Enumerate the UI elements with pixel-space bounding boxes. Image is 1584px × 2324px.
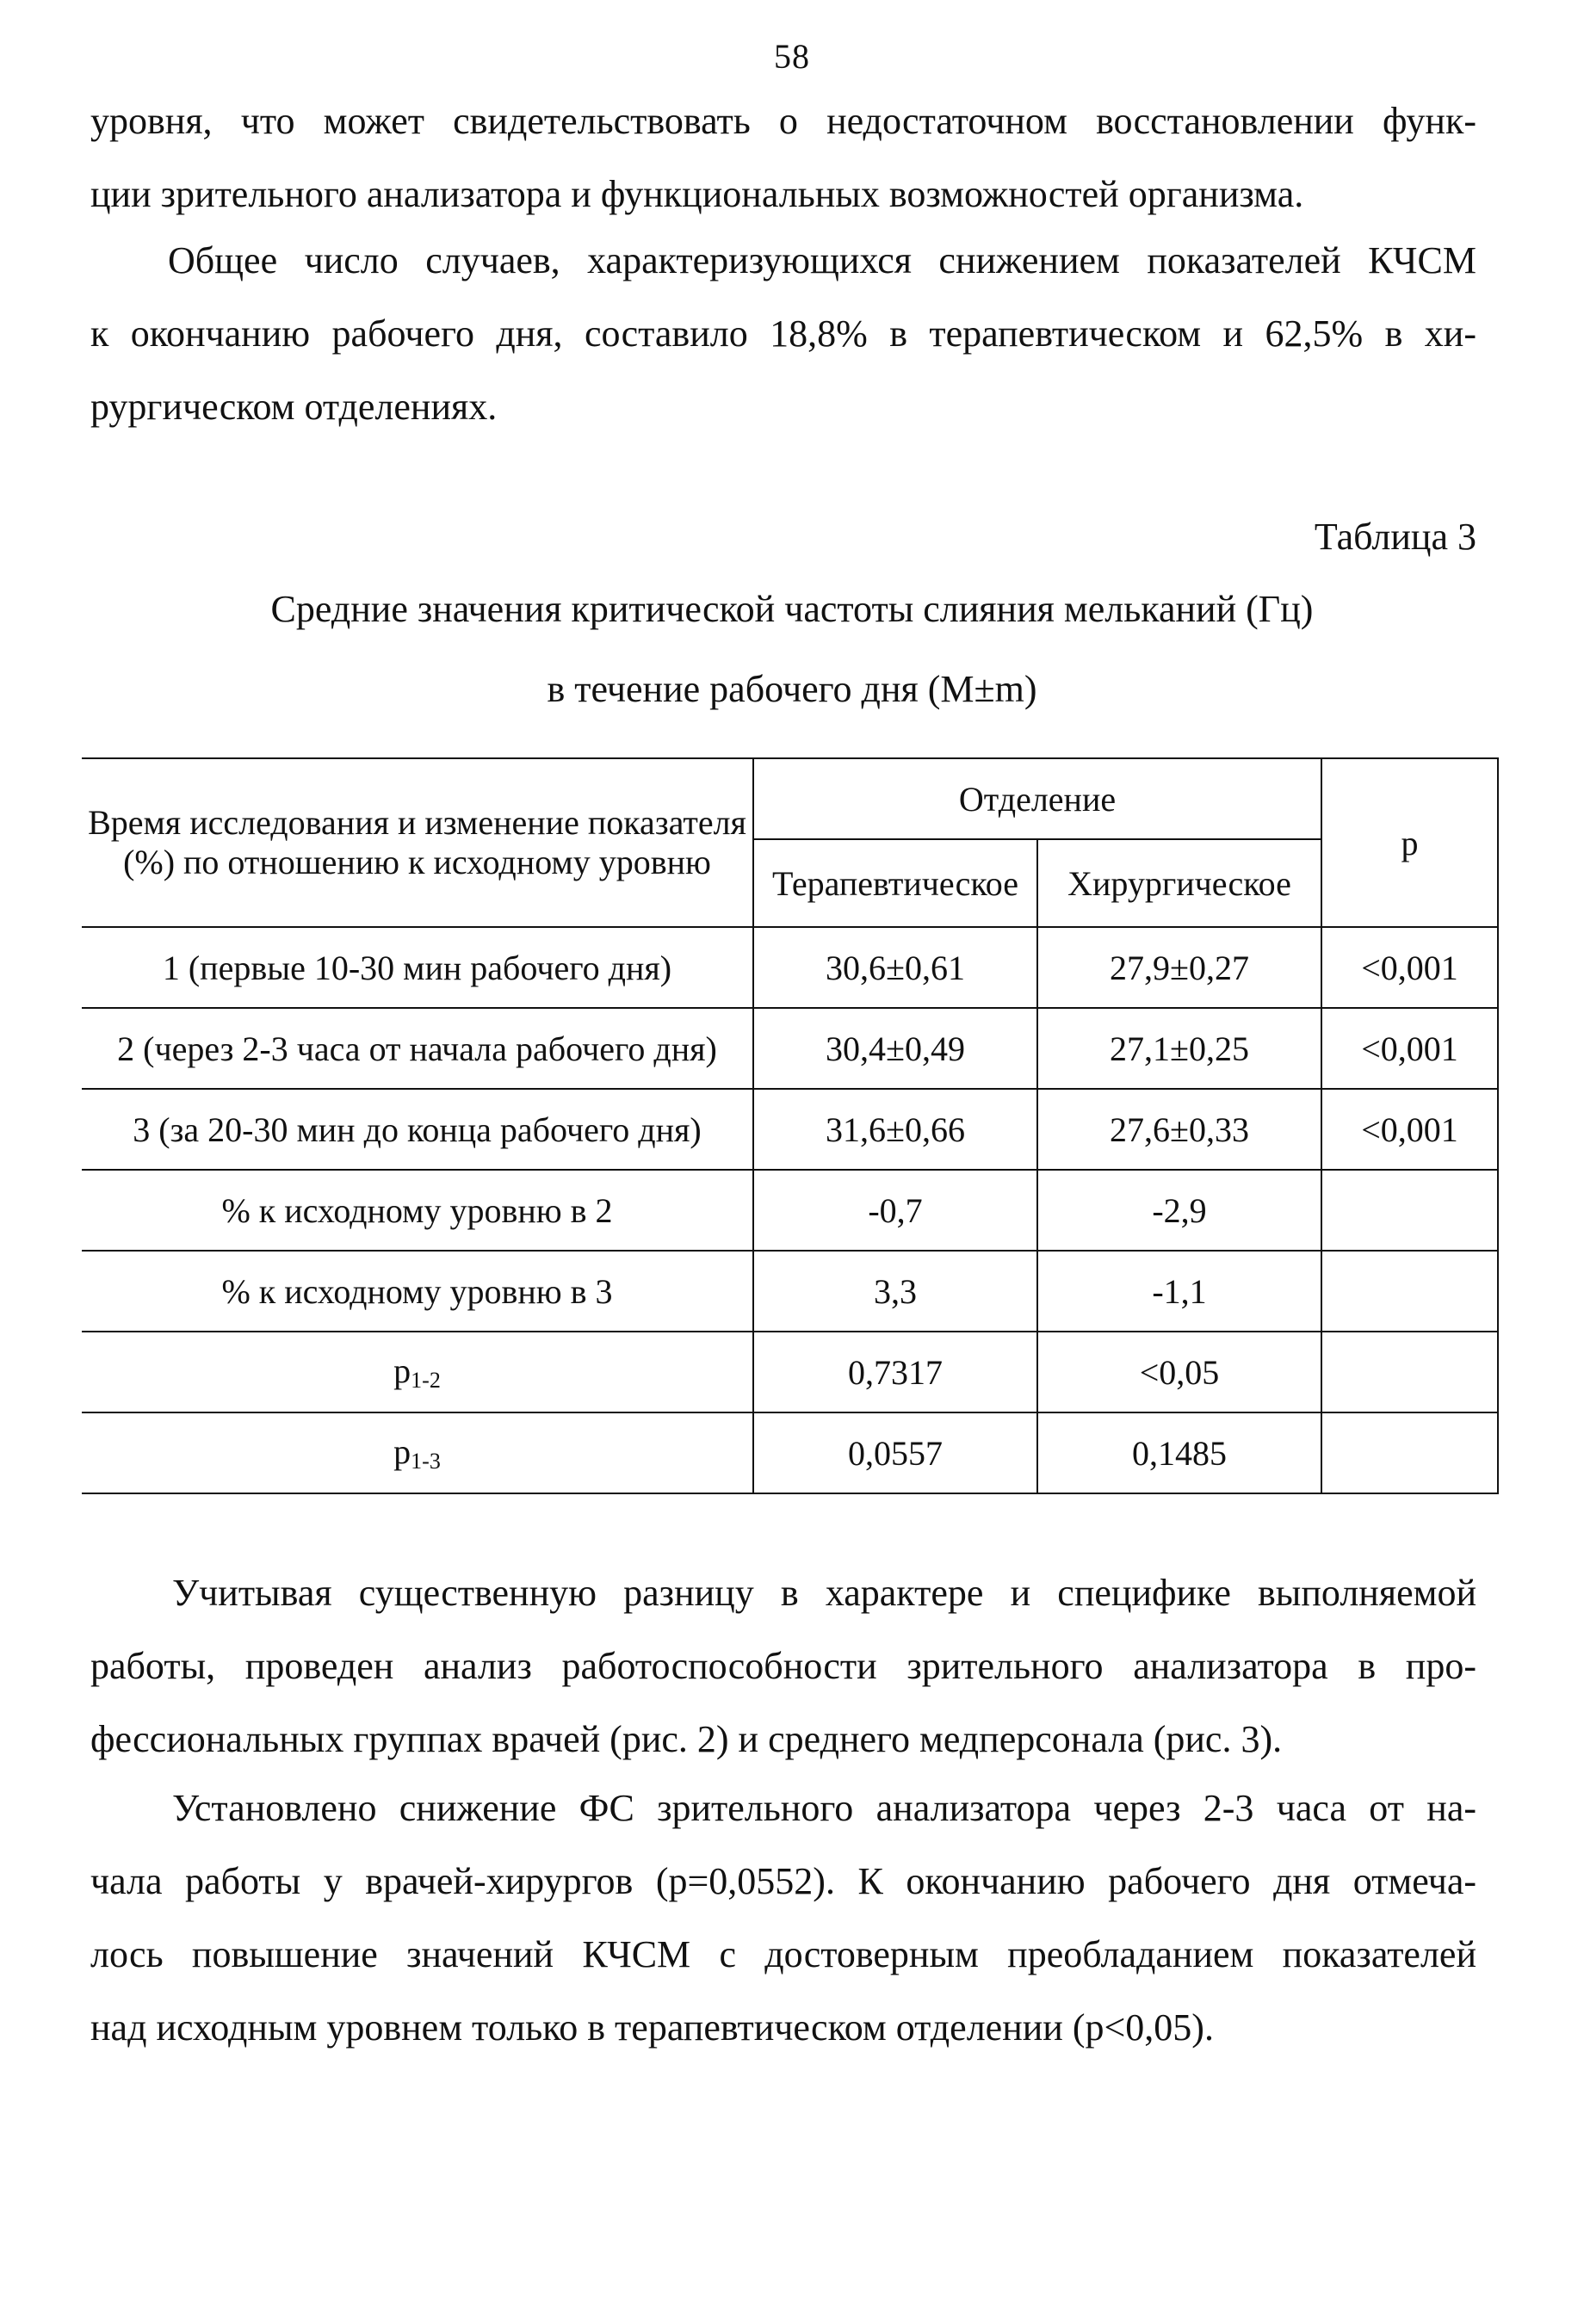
text-line: чала работы у врачей-хирургов (р=0,0552). К окончанию рабочего дня отмеча-	[90, 1860, 1476, 1902]
row-label: 1 (первые 10-30 мин рабочего дня)	[82, 927, 753, 1008]
cell-p	[1321, 1412, 1498, 1493]
p-subscript: 1-3	[411, 1449, 441, 1474]
text-line: рургическом отделениях.	[90, 386, 498, 428]
p-subscript: 1-2	[411, 1368, 441, 1393]
cell-therapeutic: -0,7	[753, 1170, 1037, 1251]
cell-therapeutic: 31,6±0,66	[753, 1089, 1037, 1170]
row-label-p12	[82, 1332, 753, 1412]
cell-therapeutic: 0,0557	[753, 1412, 1037, 1493]
paragraph-analysis	[90, 1556, 1476, 1776]
header-p: р	[1321, 758, 1498, 927]
table-row	[82, 1251, 1498, 1332]
cell-p	[1321, 1251, 1498, 1332]
header-time-change: Время исследования и изменение показателя (%) по отношению к исходному уровню	[82, 758, 753, 927]
p-symbol: p	[393, 1351, 411, 1390]
text-line: Общее число случаев, характеризующихся снижением показателей КЧСМ	[168, 239, 1476, 281]
cell-surgical: 27,1±0,25	[1037, 1008, 1321, 1089]
table-row	[82, 1332, 1498, 1412]
text-line: Учитывая существенную разницу в характере и специфике выполняемой	[172, 1572, 1476, 1614]
table-caption-line-1: Средние значения критической частоты слияния мельканий (Гц)	[270, 588, 1314, 630]
cell-therapeutic: 0,7317	[753, 1332, 1037, 1412]
text-line: лось повышение значений КЧСМ с достоверным преобладанием показателей	[90, 1933, 1476, 1975]
paragraph-results	[90, 1771, 1476, 2064]
cell-surgical: -1,1	[1037, 1251, 1321, 1332]
table-row	[82, 1008, 1498, 1089]
cell-therapeutic: 3,3	[753, 1251, 1037, 1332]
text-line: работы, проведен анализ работоспособности зрительного анализатора в про-	[90, 1645, 1476, 1687]
cell-p	[1321, 1332, 1498, 1412]
table-row	[82, 1170, 1498, 1251]
table-row	[82, 1412, 1498, 1493]
row-label: 2 (через 2-3 часа от начала рабочего дня)	[82, 1008, 753, 1089]
data-table	[82, 757, 1499, 1494]
text-line: ции зрительного анализатора и функциональных возможностей организма.	[90, 173, 1304, 215]
intro-paragraph	[90, 84, 1476, 231]
cell-p: <0,001	[1321, 927, 1498, 1008]
row-label: % к исходному уровню в 2	[82, 1170, 753, 1251]
cell-surgical: 27,6±0,33	[1037, 1089, 1321, 1170]
cell-p: <0,001	[1321, 1089, 1498, 1170]
text-line: к окончанию рабочего дня, составило 18,8% в терапевтическом и 62,5% в хи-	[90, 312, 1476, 355]
table-row	[82, 927, 1498, 1008]
row-label: 3 (за 20-30 мин до конца рабочего дня)	[82, 1089, 753, 1170]
table-caption-line-2: в течение рабочего дня (M±m)	[547, 668, 1037, 710]
cell-surgical: 27,9±0,27	[1037, 927, 1321, 1008]
cell-surgical: <0,05	[1037, 1332, 1321, 1412]
header-surgical: Хирургическое	[1037, 839, 1321, 927]
header-department: Отделение	[753, 758, 1321, 839]
row-label: % к исходному уровню в 3	[82, 1251, 753, 1332]
cell-p	[1321, 1170, 1498, 1251]
table-row	[82, 1089, 1498, 1170]
text-line: над исходным уровнем только в терапевтическом отделении (р<0,05).	[90, 2006, 1214, 2049]
cell-therapeutic: 30,6±0,61	[753, 927, 1037, 1008]
cell-therapeutic: 30,4±0,49	[753, 1008, 1037, 1089]
page-number: 58	[774, 37, 810, 76]
cell-p: <0,001	[1321, 1008, 1498, 1089]
row-label-p13	[82, 1412, 753, 1493]
p-symbol: p	[393, 1432, 411, 1471]
text-line: фессиональных группах врачей (рис. 2) и среднего медперсонала (рис. 3).	[90, 1718, 1283, 1760]
text-line: Установлено снижение ФС зрительного анализатора через 2-3 часа от на-	[172, 1787, 1476, 1829]
header-therapeutic: Терапевтическое	[753, 839, 1037, 927]
cell-surgical: -2,9	[1037, 1170, 1321, 1251]
text-line: уровня, что может свидетельствовать о недостаточном восстановлении функ-	[90, 100, 1476, 142]
table-label: Таблица 3	[1314, 516, 1476, 558]
paragraph-kchsm	[90, 224, 1476, 443]
cell-surgical: 0,1485	[1037, 1412, 1321, 1493]
table-header-row	[82, 758, 1498, 839]
